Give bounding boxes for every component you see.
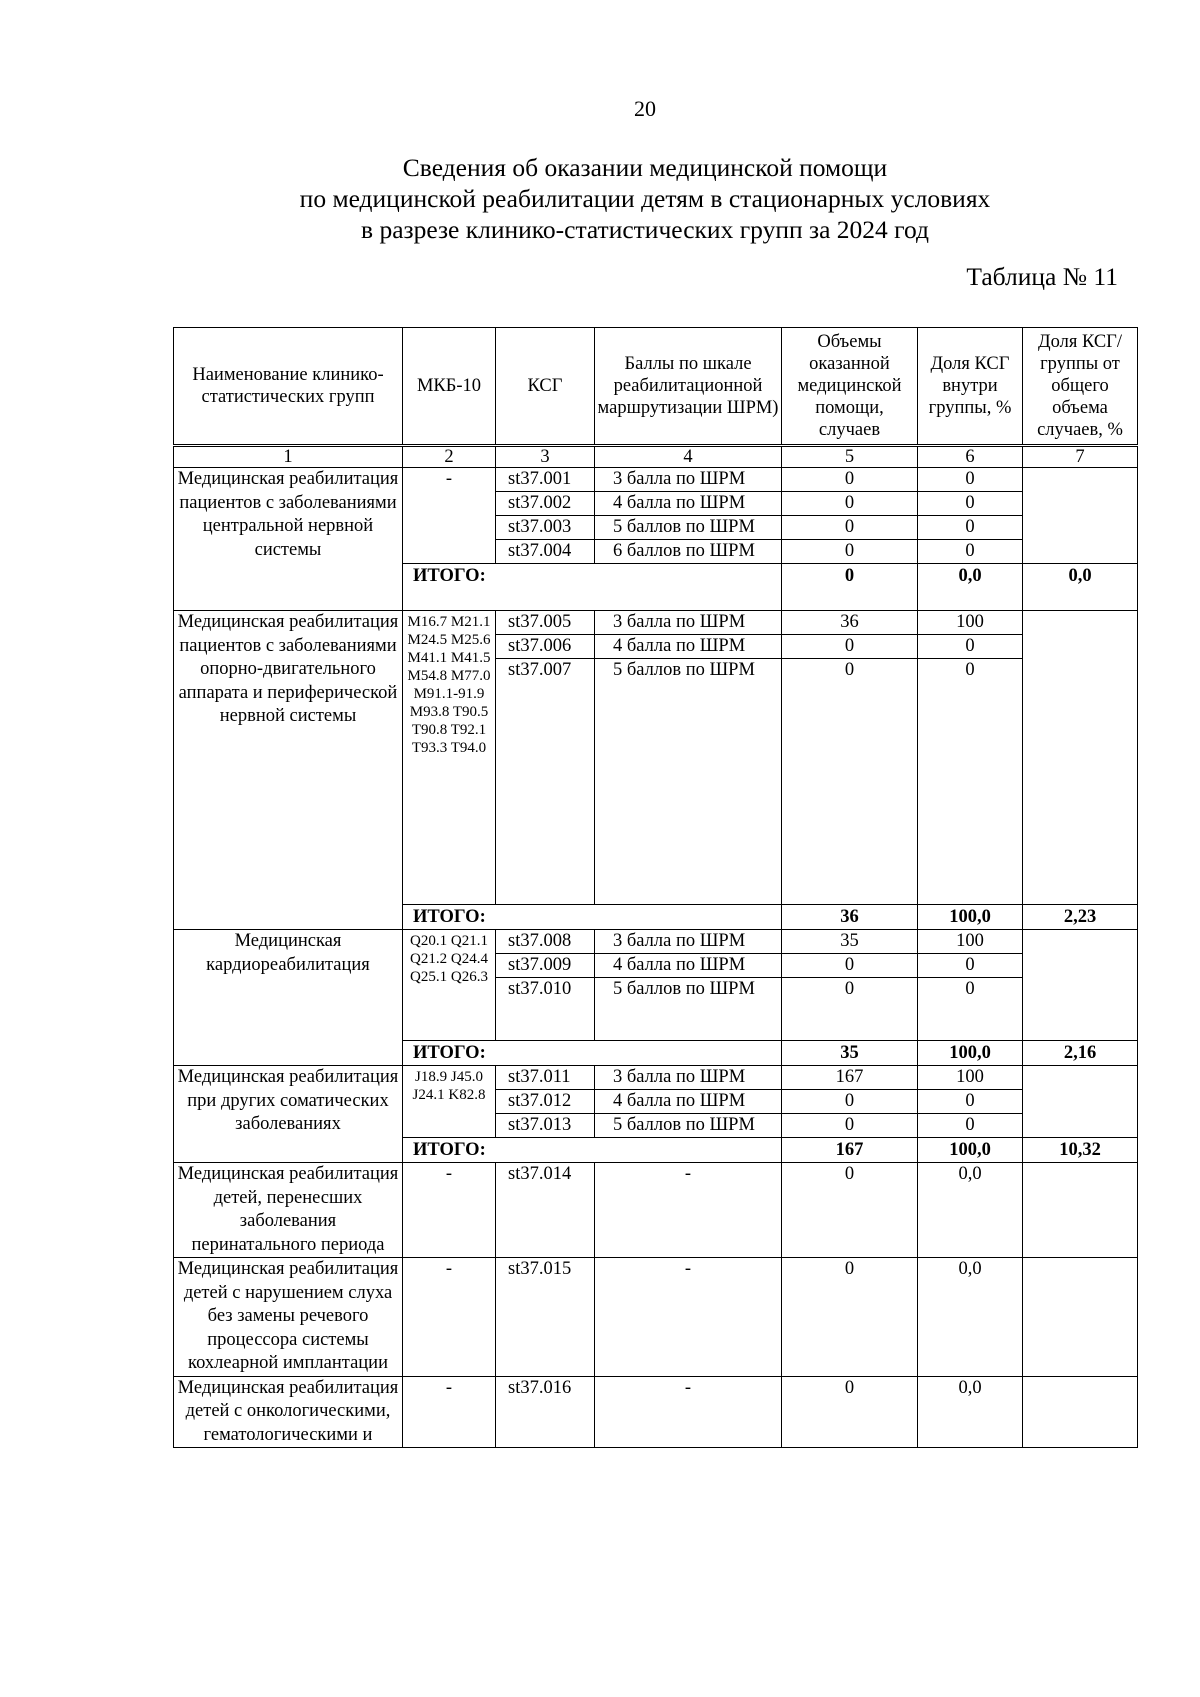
volume: 0	[782, 1114, 918, 1138]
score: -	[595, 1258, 782, 1377]
volume: 36	[782, 611, 918, 635]
overall-share	[1023, 1066, 1138, 1138]
score: 6 баллов по ШРМ	[595, 540, 782, 564]
share: 0	[918, 978, 1023, 1041]
share: 100	[918, 611, 1023, 635]
group-name: Медицинская реабилитация детей, перенесших заболевания перинатального периода	[174, 1163, 403, 1258]
total-volume: 167	[782, 1138, 918, 1163]
score: 4 балла по ШРМ	[595, 635, 782, 659]
title-line-2: по медицинской реабилитации детям в стационарных условиях	[299, 184, 991, 213]
mkb-codes: -	[403, 1376, 496, 1448]
table-row	[174, 1066, 1138, 1090]
total-overall-share: 0,0	[1023, 564, 1138, 611]
ksg-code: st37.012	[496, 1090, 595, 1114]
overall-share	[1023, 1163, 1138, 1258]
group-name: Медицинская реабилитация пациентов с заболеваниями опорно-двигательного аппарата и периферической нервной системы	[174, 611, 403, 930]
score: 4 балла по ШРМ	[595, 1090, 782, 1114]
table-row	[174, 1258, 1138, 1377]
ksg-code: st37.016	[496, 1376, 595, 1448]
ksg-code: st37.005	[496, 611, 595, 635]
ksg-code: st37.003	[496, 516, 595, 540]
total-share: 0,0	[918, 564, 1023, 611]
header-mkb: МКБ-10	[403, 328, 496, 446]
ksg-code: st37.008	[496, 930, 595, 954]
volume: 167	[782, 1066, 918, 1090]
col-number: 4	[595, 446, 782, 468]
volume: 0	[782, 492, 918, 516]
mkb-codes: Q20.1 Q21.1 Q21.2 Q24.4 Q25.1 Q26.3	[403, 930, 496, 1041]
share: 0	[918, 516, 1023, 540]
total-label: ИТОГО:	[403, 564, 782, 611]
col-number: 2	[403, 446, 496, 468]
total-share: 100,0	[918, 905, 1023, 930]
rehab-table	[173, 327, 1138, 1448]
share: 100	[918, 930, 1023, 954]
total-overall-share: 2,23	[1023, 905, 1138, 930]
overall-share	[1023, 1258, 1138, 1377]
volume: 0	[782, 1258, 918, 1377]
total-volume: 36	[782, 905, 918, 930]
ksg-code: st37.010	[496, 978, 595, 1041]
total-overall-share: 10,32	[1023, 1138, 1138, 1163]
col-number: 3	[496, 446, 595, 468]
group-name: Медицинская реабилитация пациентов с заболеваниями центральной нервной системы	[174, 468, 403, 611]
total-label: ИТОГО:	[403, 1041, 782, 1066]
ksg-code: st37.006	[496, 635, 595, 659]
share: 0	[918, 635, 1023, 659]
ksg-code: st37.007	[496, 659, 595, 905]
score: 3 балла по ШРМ	[595, 1066, 782, 1090]
header-overall-share: Доля КСГ/ группы от общего объема случаев, %	[1023, 328, 1138, 446]
table-row	[174, 611, 1138, 635]
share: 0,0	[918, 1258, 1023, 1377]
share: 0,0	[918, 1163, 1023, 1258]
volume: 0	[782, 1090, 918, 1114]
title-line-3: в разрезе клинико-статистических групп за 2024 год	[361, 215, 929, 244]
ksg-code: st37.009	[496, 954, 595, 978]
col-number: 1	[174, 446, 403, 468]
overall-share	[1023, 611, 1138, 905]
total-share: 100,0	[918, 1138, 1023, 1163]
volume: 0	[782, 635, 918, 659]
group-name: Медицинская реабилитация детей с нарушением слуха без замены речевого процессора системы кохлеарной имплантации	[174, 1258, 403, 1377]
score: 3 балла по ШРМ	[595, 468, 782, 492]
overall-share	[1023, 930, 1138, 1041]
overall-share	[1023, 1376, 1138, 1448]
score: 4 балла по ШРМ	[595, 954, 782, 978]
share: 0	[918, 468, 1023, 492]
volume: 0	[782, 468, 918, 492]
overall-share	[1023, 468, 1138, 564]
volume: 0	[782, 954, 918, 978]
mkb-codes: -	[403, 1258, 496, 1377]
total-volume: 35	[782, 1041, 918, 1066]
table-row	[174, 1376, 1138, 1448]
table-row	[174, 1163, 1138, 1258]
score: 5 баллов по ШРМ	[595, 1114, 782, 1138]
header-row	[174, 328, 1138, 446]
col-number: 7	[1023, 446, 1138, 468]
title-line-1: Сведения об оказании медицинской помощи	[402, 153, 888, 182]
share: 0	[918, 1090, 1023, 1114]
header-share: Доля КСГ внутри группы, %	[918, 328, 1023, 446]
share: 0	[918, 540, 1023, 564]
total-label: ИТОГО:	[403, 1138, 782, 1163]
mkb-codes: -	[403, 468, 496, 564]
document-title	[0, 152, 1200, 245]
table-row	[174, 930, 1138, 954]
score: -	[595, 1376, 782, 1448]
mkb-codes: J18.9 J45.0 J24.1 K82.8	[403, 1066, 496, 1138]
ksg-code: st37.004	[496, 540, 595, 564]
table-label: Таблица № 11	[966, 262, 1118, 291]
mkb-codes: -	[403, 1163, 496, 1258]
share: 0,0	[918, 1376, 1023, 1448]
share: 100	[918, 1066, 1023, 1090]
share: 0	[918, 1114, 1023, 1138]
col-number: 5	[782, 446, 918, 468]
volume: 35	[782, 930, 918, 954]
ksg-code: st37.001	[496, 468, 595, 492]
volume: 0	[782, 659, 918, 905]
col-number: 6	[918, 446, 1023, 468]
score: 3 балла по ШРМ	[595, 930, 782, 954]
share: 0	[918, 954, 1023, 978]
score: 5 баллов по ШРМ	[595, 659, 782, 905]
mkb-codes: M16.7 M21.1 M24.5 M25.6 M41.1 M41.5 M54.8 M77.0 M91.1-91.9 M93.8 T90.5 T90.8 T92.1 T93.3 T94.0	[403, 611, 496, 905]
ksg-code: st37.002	[496, 492, 595, 516]
ksg-code: st37.013	[496, 1114, 595, 1138]
total-volume: 0	[782, 564, 918, 611]
score: 3 балла по ШРМ	[595, 611, 782, 635]
volume: 0	[782, 540, 918, 564]
score: -	[595, 1163, 782, 1258]
score: 4 балла по ШРМ	[595, 492, 782, 516]
ksg-code: st37.015	[496, 1258, 595, 1377]
share: 0	[918, 492, 1023, 516]
group-name: Медицинская кардиореабилитация	[174, 930, 403, 1066]
score: 5 баллов по ШРМ	[595, 978, 782, 1041]
header-score: Баллы по шкале реабилитационной маршрутизации ШРМ)	[595, 328, 782, 446]
total-share: 100,0	[918, 1041, 1023, 1066]
group-name: Медицинская реабилитация при других соматических заболеваниях	[174, 1066, 403, 1163]
score: 5 баллов по ШРМ	[595, 516, 782, 540]
header-ksg: КСГ	[496, 328, 595, 446]
volume: 0	[782, 978, 918, 1041]
ksg-code: st37.014	[496, 1163, 595, 1258]
ksg-code: st37.011	[496, 1066, 595, 1090]
total-overall-share: 2,16	[1023, 1041, 1138, 1066]
table-row	[174, 468, 1138, 492]
header-volume: Объемы оказанной медицинской помощи, случаев	[782, 328, 918, 446]
column-number-row	[174, 446, 1138, 468]
share: 0	[918, 659, 1023, 905]
volume: 0	[782, 1376, 918, 1448]
page-number: 20	[634, 96, 656, 121]
volume: 0	[782, 1163, 918, 1258]
group-name: Медицинская реабилитация детей с онкологическими, гематологическими и	[174, 1376, 403, 1448]
volume: 0	[782, 516, 918, 540]
total-label: ИТОГО:	[403, 905, 782, 930]
header-group-name: Наименование клинико-статистических групп	[174, 328, 403, 446]
